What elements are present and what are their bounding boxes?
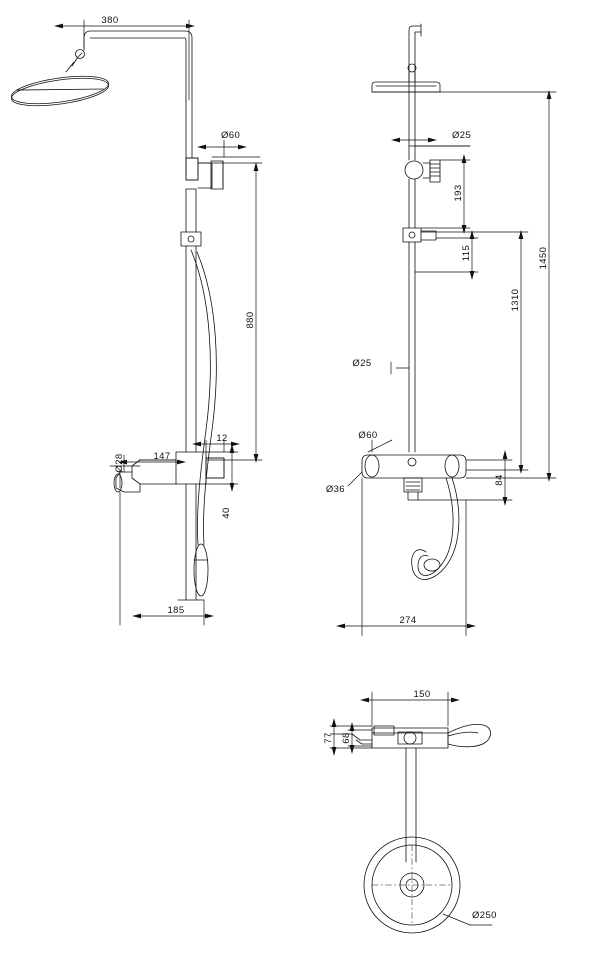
dim-front-valve-offset: 12 [216, 433, 228, 444]
dim-side-riser-height: 1310 [510, 288, 521, 312]
dim-front-base-width: 185 [167, 605, 185, 616]
dim-side-bracket-height: 193 [453, 184, 464, 202]
dim-side-slider-offset: 115 [461, 244, 472, 262]
dim-side-valve-inlet-diameter: Ø36 [325, 484, 345, 495]
dim-side-valve-height: 84 [494, 474, 505, 486]
dim-front-spout-projection: 147 [153, 451, 171, 462]
dim-front-spout-diameter: Ø28 [114, 453, 125, 473]
dim-side-riser-tube-diameter: Ø25 [352, 358, 372, 369]
dim-side-upper-tube-diameter: Ø25 [452, 130, 472, 141]
front-view-geometry [10, 31, 224, 600]
dim-front-valve-height: 40 [221, 507, 232, 519]
dim-top-depth-inner: 68 [341, 732, 352, 744]
dim-side-valve-body-diameter: Ø60 [358, 430, 378, 441]
dim-front-arm-length: 380 [101, 15, 119, 26]
dim-front-riser-height: 880 [245, 311, 256, 329]
front-view-dimensions [62, 20, 262, 625]
dim-top-valve-width: 150 [413, 689, 431, 700]
side-view-dimensions [344, 92, 556, 636]
dim-front-diverter-diameter: Ø60 [221, 130, 241, 141]
dim-top-depth-outer: 77 [323, 732, 334, 744]
dim-top-head-diameter: Ø250 [472, 910, 497, 921]
top-view-dimensions [330, 692, 492, 925]
side-view-geometry [362, 24, 466, 580]
dim-side-total-height: 1450 [538, 246, 549, 270]
dimension-labels [101, 15, 549, 921]
dim-side-projection: 274 [399, 615, 417, 626]
top-view-geometry [330, 724, 491, 933]
